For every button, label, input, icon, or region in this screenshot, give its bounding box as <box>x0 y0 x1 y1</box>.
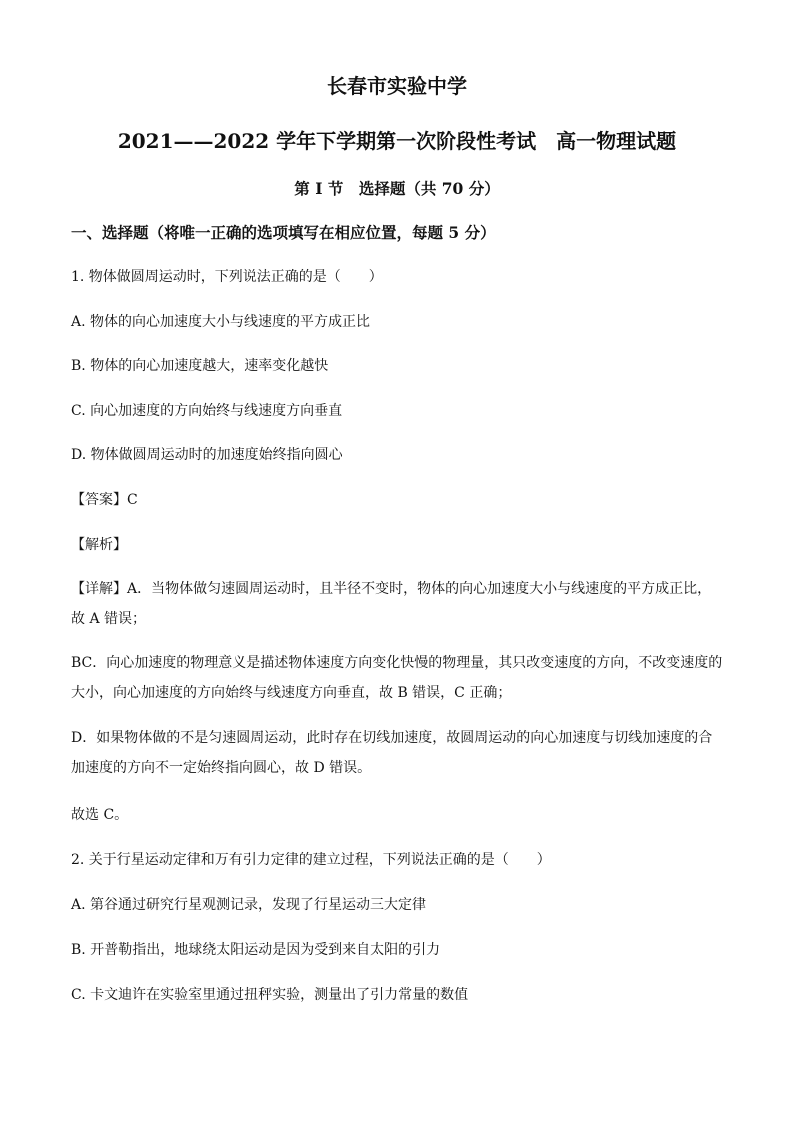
question-2-option-a: A. 第谷通过研究行星观测记录，发现了行星运动三大定律 <box>71 897 427 913</box>
question-1-answer: 【答案】C <box>71 492 138 508</box>
question-1-detail-a: 【详解】A．当物体做匀速圆周运动时，且半径不变时，物体的向心加速度大小与线速度的平方成正比，故 A 错误； <box>71 581 712 627</box>
question-1-analysis-label: 【解析】 <box>71 537 127 553</box>
question-1-option-d: D. 物体做圆周运动时的加速度始终指向圆心 <box>71 447 343 463</box>
part-heading: 一、选择题（将唯一正确的选项填写在相应位置，每题 5 分） <box>71 223 496 242</box>
question-1-conclusion: 故选 C。 <box>71 807 129 823</box>
question-2-stem: 2. 关于行星运动定律和万有引力定律的建立过程，下列说法正确的是（ ） <box>71 852 551 868</box>
question-1-detail-d: D．如果物体做的不是匀速圆周运动，此时存在切线加速度，故圆周运动的向心加速度与切线加速度的合加速度的方向不一定始终指向圆心，故 D 错误。 <box>71 730 713 776</box>
question-1-option-c: C. 向心加速度的方向始终与线速度方向垂直 <box>71 403 343 419</box>
question-1-option-b: B. 物体的向心加速度越大，速率变化越快 <box>71 358 329 374</box>
question-1-stem: 1. 物体做圆周运动时，下列说法正确的是（ ） <box>71 269 383 285</box>
exam-title: 2021——2022 学年下学期第一次阶段性考试 高一物理试题 <box>117 129 677 153</box>
school-title: 长春市实验中学 <box>327 74 467 98</box>
question-2-option-b: B. 开普勒指出，地球绕太阳运动是因为受到来自太阳的引力 <box>71 942 441 958</box>
question-1-detail-bc: BC．向心加速度的物理意义是描述物体速度方向变化快慢的物理量，其只改变速度的方向，不改变速度的大小，向心加速度的方向始终与线速度方向垂直，故 B 错误，C 正确； <box>71 655 723 701</box>
section-title: 第 I 节 选择题（共 70 分） <box>294 179 500 198</box>
question-2-option-c: C. 卡文迪许在实验室里通过扭秤实验，测量出了引力常量的数值 <box>71 987 469 1003</box>
question-1-option-a: A. 物体的向心加速度大小与线速度的平方成正比 <box>71 314 371 330</box>
